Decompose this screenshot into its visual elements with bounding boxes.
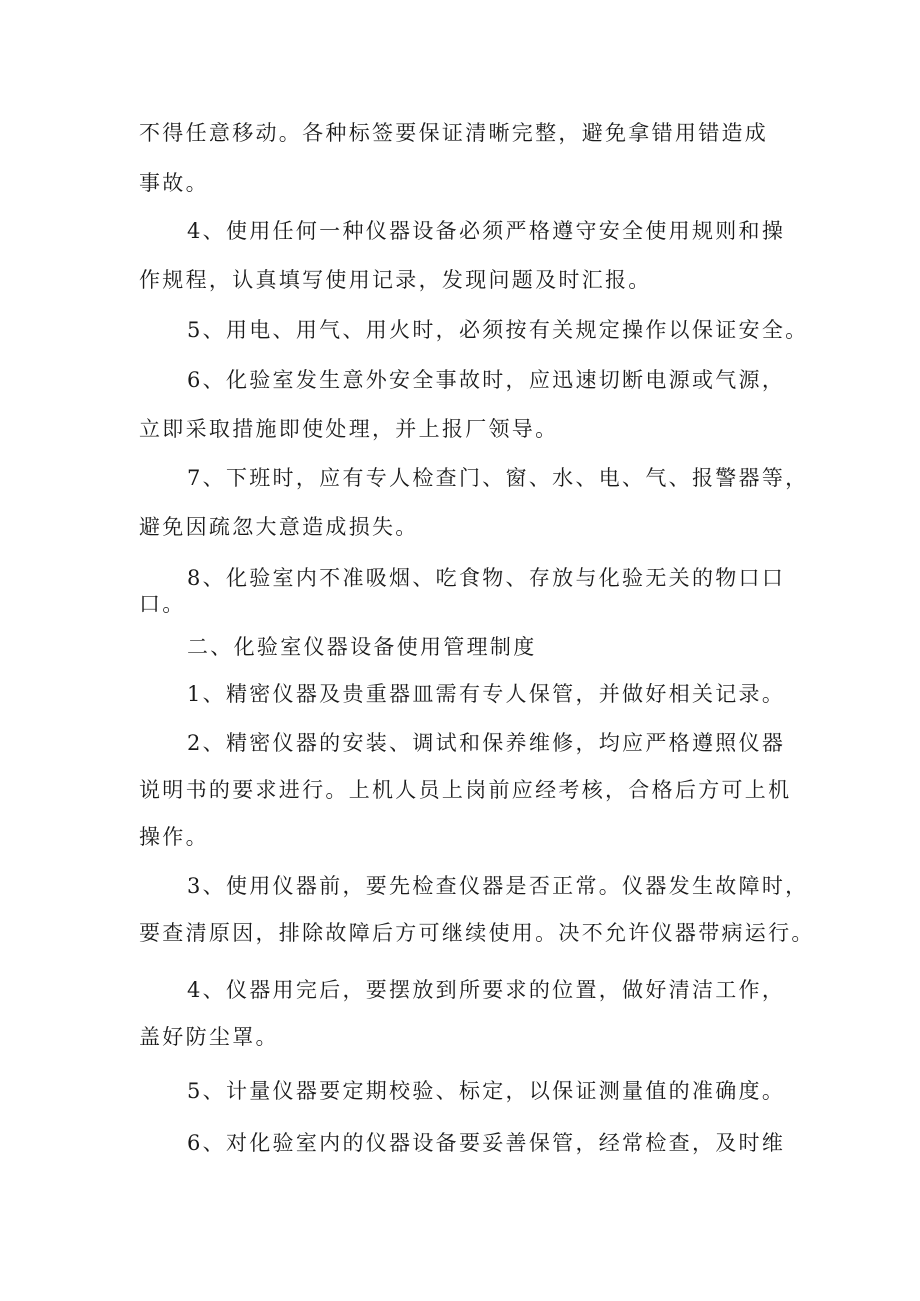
text-line: 7、下班时，应有专人检查门、窗、水、电、气、报警器等， [187, 466, 809, 490]
text-line: 5、计量仪器要定期校验、标定，以保证测量值的准确度。 [187, 1079, 786, 1103]
text-line: 2、精密仪器的安装、调试和保养维修，均应严格遵照仪器 [187, 731, 786, 755]
text-line: 盖好防尘罩。 [139, 1025, 279, 1049]
section-heading: 二、化验室仪器设备使用管理制度 [187, 635, 537, 659]
text-line: 操作。 [139, 825, 209, 849]
text-line: 口。 [139, 592, 186, 616]
text-line: 说明书的要求进行。上机人员上岗前应经考核，合格后方可上机 [139, 778, 792, 802]
text-line: 1、精密仪器及贵重器皿需有专人保管，并做好相关记录。 [187, 682, 786, 706]
text-line: 5、用电、用气、用火时，必须按有关规定操作以保证安全。 [187, 318, 809, 342]
text-line: 要查清原因，排除故障后方可继续使用。决不允许仪器带病运行。 [139, 921, 815, 945]
text-line: 6、化验室发生意外安全事故时，应迅速切断电源或气源， [187, 368, 786, 392]
text-line: 不得任意移动。各种标签要保证清晰完整，避免拿错用错造成 [139, 121, 769, 145]
text-line: 避免因疏忽大意造成损失。 [139, 515, 419, 539]
text-line: 事故。 [139, 171, 209, 195]
text-line: 6、对化验室内的仪器设备要妥善保管，经常检查，及时维 [187, 1131, 786, 1155]
text-line: 3、使用仪器前，要先检查仪器是否正常。仪器发生故障时， [187, 874, 809, 898]
text-line: 立即采取措施即使处理，并上报厂领导。 [139, 417, 559, 441]
text-line: 8、化验室内不准吸烟、吃食物、存放与化验无关的物口口 [187, 566, 786, 590]
text-line: 作规程，认真填写使用记录，发现问题及时汇报。 [139, 268, 652, 292]
text-line: 4、使用任何一种仪器设备必须严格遵守安全使用规则和操 [187, 219, 786, 243]
text-line: 4、仪器用完后，要摆放到所要求的位置，做好清洁工作， [187, 978, 786, 1002]
